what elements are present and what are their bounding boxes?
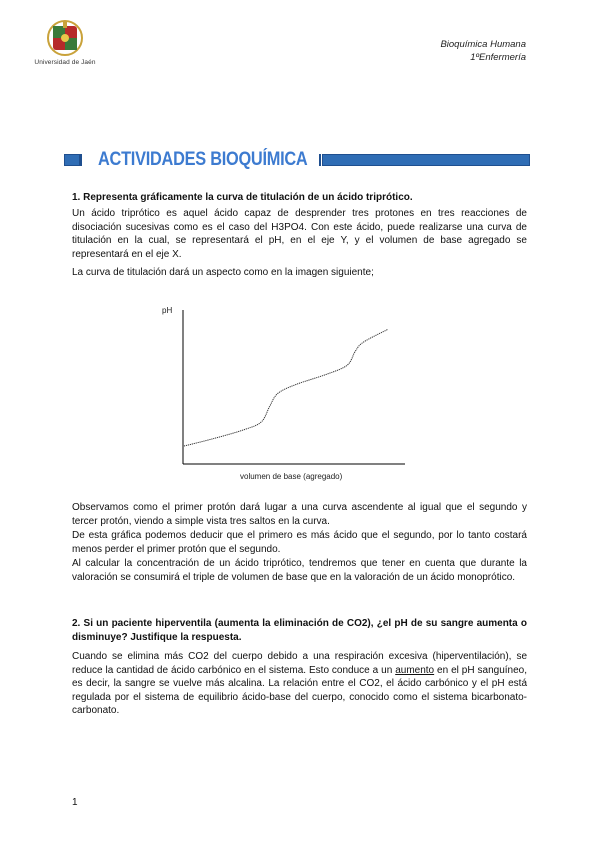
question-1-paragraph-4: De esta gráfica podemos deducir que el primero es más ácido que el segundo, por lo tanto costará menos perder el primer protón que el segundo. bbox=[72, 530, 527, 555]
chart-series-line bbox=[184, 329, 388, 446]
page-title: ACTIVIDADES BIOQUÍMICA bbox=[98, 149, 308, 170]
question-1-paragraph-1: Un ácido triprótico es aquel ácido capaz de desprender tres protones en tres reacciones de disociación sucesivas como es el caso del H3PO4. Con este ácido, puede realizarse una curva de titulación en la cual, se representará el pH, en el eje Y, y el volumen de base agregado se representará en el eje X. bbox=[72, 208, 527, 260]
question-1-title: 1. Representa gráficamente la curva de titulación de un ácido triprótico. bbox=[72, 192, 413, 203]
chart-x-label: volumen de base (agregado) bbox=[240, 472, 343, 481]
university-crest-icon bbox=[41, 18, 89, 58]
question-2-paragraph-1 bbox=[72, 650, 527, 718]
q2-underlined-word: aumento bbox=[395, 664, 435, 676]
title-right-decoration bbox=[322, 154, 530, 166]
university-name: Universidad de Jaén bbox=[34, 59, 96, 66]
chart-svg bbox=[150, 296, 410, 486]
title-left-decoration bbox=[64, 154, 80, 166]
university-logo bbox=[30, 18, 100, 70]
titration-chart bbox=[150, 296, 410, 486]
question-1-paragraph-3: Observamos como el primer protón dará lugar a una curva ascendente al igual que el segundo y tercer protón, viendo a simple vista tres saltos en la curva. bbox=[72, 502, 527, 527]
chart-y-label: pH bbox=[162, 306, 173, 315]
section-title-bar bbox=[64, 149, 530, 169]
question-1-paragraph-2: La curva de titulación dará un aspecto como en la imagen siguiente; bbox=[72, 267, 374, 278]
program-name: 1ºEnfermería bbox=[470, 52, 526, 63]
question-1-paragraph-5: Al calcular la concentración de un ácido triprótico, tendremos que tener en cuenta que durante la valoración se consumirá el triple de volumen de base que en la valoración de un ácido monoprótico. bbox=[72, 558, 527, 583]
question-2-title: 2. Si un paciente hiperventila (aumenta la eliminación de CO2), ¿el pH de su sangre aumenta o disminuye? Justifique la respuesta. bbox=[72, 618, 527, 643]
q2-text-part-2: en el pH sanguíneo, es decir, la sangre se vuelve más alcalina. La relación entre el CO2, el ácido carbónico y el pH está regulada por el sistema de equilibrio ácido-base del cuerpo, conocido como el sistema bicarbonato-carbonato. bbox=[72, 664, 527, 717]
q2-text-part-1: Cuando se elimina más CO2 del cuerpo debido a una respiración excesiva (hiperventilación), se reduce la cantidad de ácido carbónico en el sistema. Esto conduce a un bbox=[72, 651, 527, 676]
header-course-info bbox=[440, 38, 526, 64]
course-name: Bioquímica Humana bbox=[440, 39, 526, 50]
page-number: 1 bbox=[72, 797, 78, 808]
